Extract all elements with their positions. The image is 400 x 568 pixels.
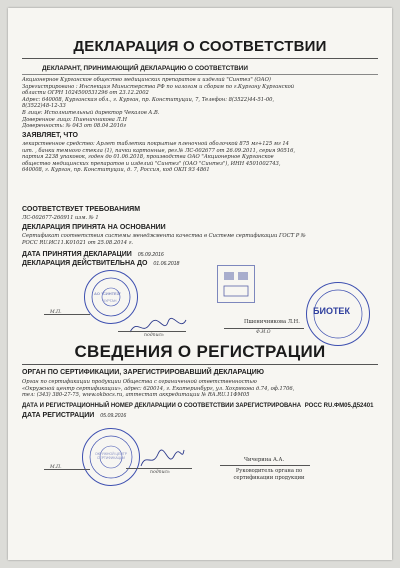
basis-line: РОСС RU.ИС11.К01021 от 25.08.2014 г. bbox=[22, 239, 134, 246]
claims-line: лекарственное средство: Арлет таблетки покрытые пленочной оболочкой 875 мг+125 мг 14 bbox=[22, 141, 289, 147]
stamp-mark-icon bbox=[218, 266, 254, 302]
head-name: Чичерина А.А. bbox=[244, 457, 285, 463]
valid-label: ДЕКЛАРАЦИЯ ДЕЙСТВИТЕЛЬНА ДО bbox=[22, 260, 148, 267]
organ-block bbox=[22, 379, 382, 399]
reg-number: РОСС RU.ФМ05.Д52401 bbox=[304, 403, 374, 409]
mp-label: М.П. bbox=[50, 310, 62, 315]
divider bbox=[22, 74, 378, 75]
basis-heading: ДЕКЛАРАЦИЯ ПРИНЯТА НА ОСНОВАНИИ bbox=[22, 224, 166, 231]
claims-line: 640008, г. Курган, пр. Конституции, д. 7, Россия, код ОКП 93 4861 bbox=[22, 167, 210, 174]
declarant-line: Доверенное лицо: Пшеничникова Л.Н bbox=[22, 116, 128, 123]
organ-line: Орган по сертификации продукции Общества с ограниченной ответственностью bbox=[22, 379, 257, 385]
organ-line: тел: (343) 380-27-75, www.okbocs.ru, аттестат аккредитации № RA.RU.11ФМ05 bbox=[22, 392, 250, 399]
declarant-line: Акционерное Курганское общество медицинских препаратов и изделий "Синтез" (ОАО) bbox=[22, 77, 271, 83]
declaration-title: ДЕКЛАРАЦИЯ О СООТВЕТСТВИИ bbox=[73, 38, 327, 55]
accepted-date: 05.09.2016 bbox=[137, 252, 164, 258]
seal-caption: КУРГАН bbox=[103, 299, 117, 303]
reg-number-row bbox=[22, 403, 392, 409]
signature-label: подпись bbox=[144, 333, 164, 338]
requirements-heading: СООТВЕТСТВУЕТ ТРЕБОВАНИЯМ bbox=[22, 206, 141, 213]
basis-line: Сертификат соответствия системы менеджмента качества в Системе сертификации ГОСТ Р № bbox=[22, 233, 306, 239]
biotek-text: БИОТЕК bbox=[313, 306, 350, 316]
organ-heading: ОРГАН ПО СЕРТИФИКАЦИИ, ЗАРЕГИСТРИРОВАВШИЙ ДЕКЛАРАЦИЮ bbox=[22, 369, 265, 376]
declarant-line: Зарегистрировано : Инспекция Министерства РФ по налогам и сборам по г.Кургану Курганской bbox=[22, 83, 295, 90]
seal-text: АО "СИНТЕЗ" bbox=[94, 291, 122, 296]
declarant-line: В лице: Исполнительный директор Чекалов А.В. bbox=[22, 109, 160, 116]
declarant-line: Доверенность: № 043 от 08.04.2016г bbox=[22, 123, 126, 130]
signer-name: Пшеничникова Л.Н. bbox=[244, 319, 300, 325]
small-stamp-box bbox=[217, 265, 255, 303]
reg-date-label: ДАТА РЕГИСТРАЦИИ bbox=[22, 412, 95, 419]
title-divider bbox=[22, 58, 378, 59]
claims-line: общество медицинских препаратов и изделий "Синтез" (ОАО "Синтез"), ИНН 4501002743, bbox=[22, 160, 281, 167]
accepted-row bbox=[22, 251, 164, 259]
valid-row bbox=[22, 260, 179, 268]
head-label-1: Руководитель органа по bbox=[235, 468, 303, 474]
declarant-block bbox=[22, 77, 382, 130]
reg-date-row bbox=[22, 412, 126, 420]
registration-divider bbox=[22, 364, 378, 365]
organ-line: «Окружной центр сертификации», адрес: 620014, г. Екатеринбург, ул. Хохрякова д.74, оф.1706, bbox=[22, 385, 295, 392]
head-caption bbox=[224, 468, 314, 481]
head-label-2: сертификации продукции bbox=[233, 474, 305, 481]
claims-heading: ЗАЯВЛЯЕТ, ЧТО bbox=[22, 132, 78, 139]
requirements-value: ЛС-002677-260911 изм. № 1 bbox=[22, 215, 99, 221]
mp-label-2: М.П. bbox=[50, 465, 62, 470]
claims-line: шт. , банки темного стекла (1), пачки картонные, рег.№ ЛС-002677 от 26.09.2011, серия 90516, bbox=[22, 147, 296, 154]
declarant-line: области ОГРН 1024500531296 от 23.12.2002 bbox=[22, 90, 149, 97]
claims-line: партия 2238 упаковок, годен до 01.06.2018, производства ОАО "Акционерное Курганское bbox=[22, 154, 274, 161]
signature-label-2: подпись bbox=[150, 470, 170, 475]
reg-number-label: ДАТА И РЕГИСТРАЦИОННЫЙ НОМЕР ДЕКЛАРАЦИИ О СООТВЕТСТВИИ ЗАРЕГИСТРИРОВАНА bbox=[22, 403, 302, 409]
claims-block bbox=[22, 141, 382, 174]
signature-line bbox=[118, 331, 186, 332]
accepted-label: ДАТА ПРИНЯТИЯ ДЕКЛАРАЦИИ bbox=[22, 251, 132, 258]
fio-label: Ф.И.О bbox=[256, 330, 271, 335]
head-line bbox=[220, 465, 310, 466]
registration-title: СВЕДЕНИЯ О РЕГИСТРАЦИИ bbox=[74, 342, 326, 361]
basis-block bbox=[22, 233, 382, 246]
signature-line-2 bbox=[126, 468, 192, 469]
organ-seal-text: ОКРУЖНОЙ ЦЕНТР СЕРТИФИКАЦИИ bbox=[94, 452, 128, 460]
declarant-heading: ДЕКЛАРАНТ, ПРИНИМАЮЩИЙ ДЕКЛАРАЦИЮ О СООТВЕТСТВИИ bbox=[42, 65, 248, 72]
declarant-line: Адрес: 640008, Курганская обл., г. Курган, пр. Конституции, 7, Телефон: 8(3522)44-51-00, bbox=[22, 96, 275, 103]
declaration-document bbox=[8, 8, 392, 560]
valid-date: 01.06.2018 bbox=[153, 261, 180, 267]
fio-line bbox=[224, 328, 304, 329]
declarant-line: 8(3522)48-12-33 bbox=[22, 103, 66, 110]
reg-date: 05.09.2016 bbox=[100, 413, 127, 419]
